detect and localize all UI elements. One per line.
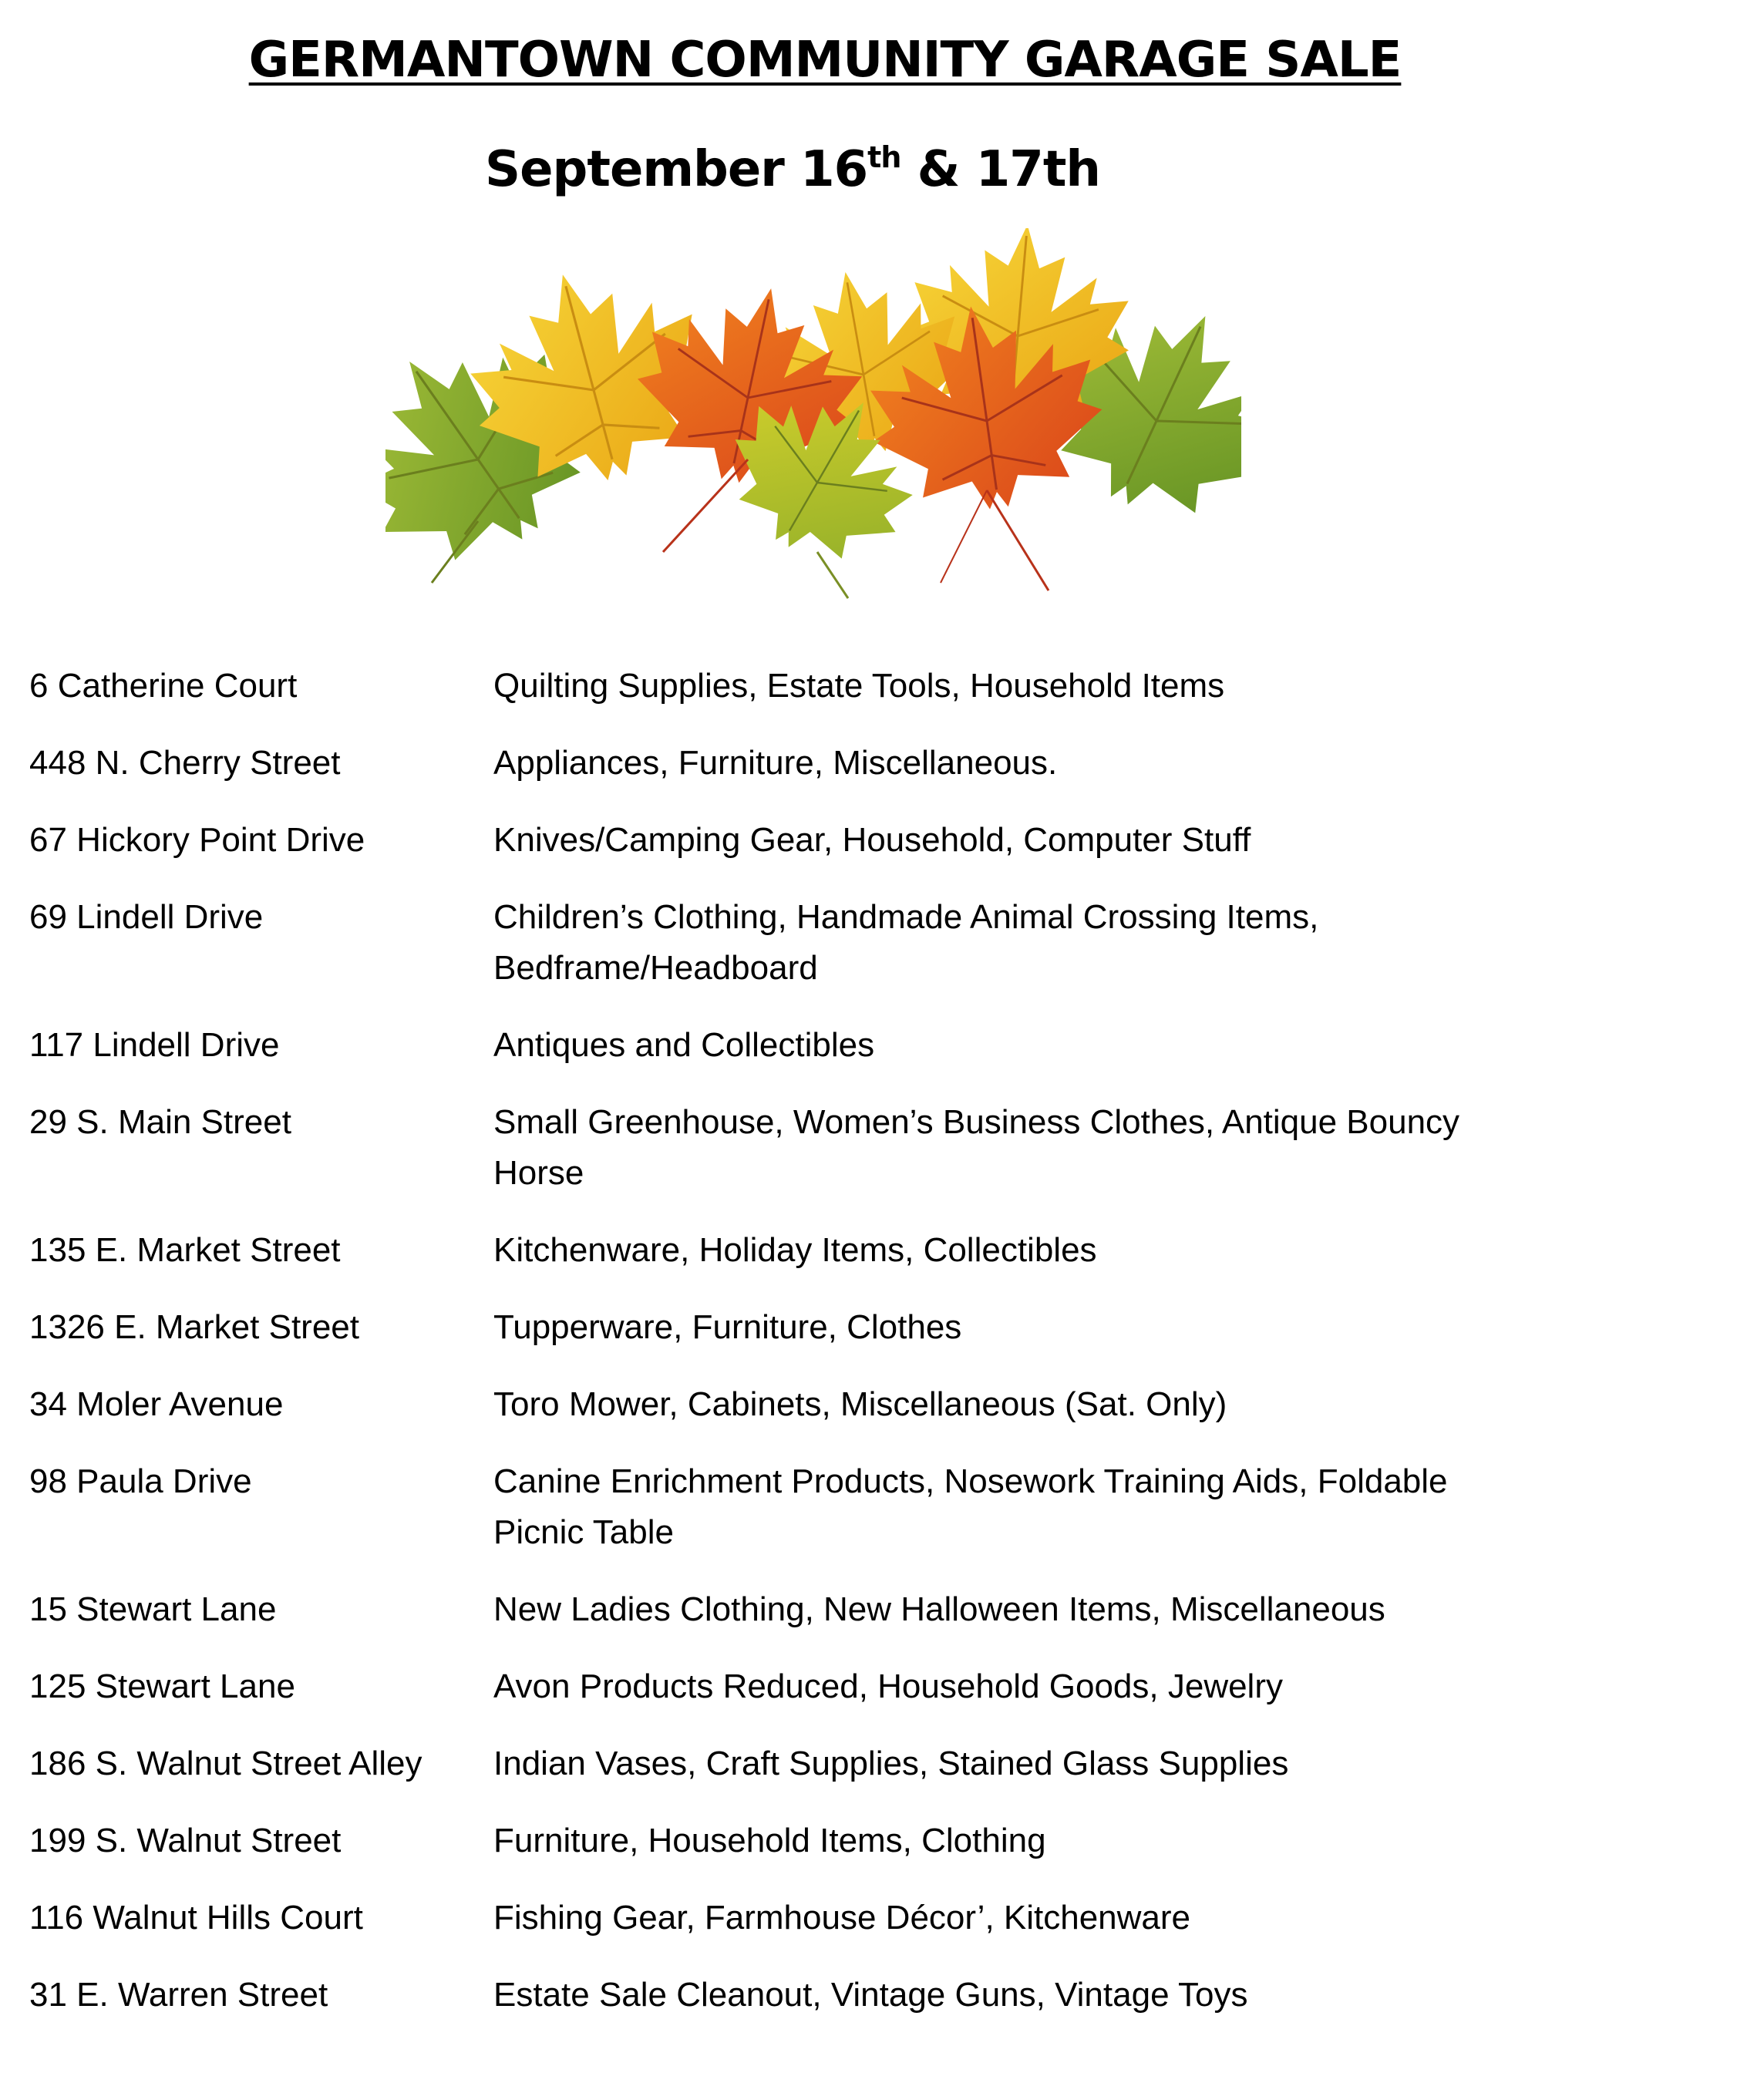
sale-row (0, 879, 1764, 1007)
sale-items: Tupperware, Furniture, Clothes (493, 1308, 962, 1346)
sale-row (0, 802, 1764, 879)
maple-leaves-icon (385, 228, 1241, 614)
sale-address: 6 Catherine Court (29, 667, 298, 705)
sale-address: 116 Walnut Hills Court (29, 1899, 363, 1937)
sale-row (0, 1725, 1764, 1802)
sale-row (0, 1802, 1764, 1879)
sale-address: 34 Moler Avenue (29, 1385, 284, 1423)
sale-items: Avon Products Reduced, Household Goods, Jewelry (493, 1667, 1283, 1705)
sale-items: Quilting Supplies, Estate Tools, Household Items (493, 667, 1225, 705)
sale-address: 15 Stewart Lane (29, 1590, 277, 1628)
sale-address: 67 Hickory Point Drive (29, 821, 365, 859)
sale-address: 199 S. Walnut Street (29, 1822, 342, 1859)
sale-items: Appliances, Furniture, Miscellaneous. (493, 744, 1058, 782)
sale-items: Small Greenhouse, Women’s Business Clothes, Antique Bouncy Horse (493, 1103, 1460, 1192)
sale-row (0, 1571, 1764, 1648)
sale-row (0, 1957, 1764, 2034)
sale-address: 186 S. Walnut Street Alley (29, 1745, 422, 1782)
page-title (0, 29, 1650, 91)
sale-items: Kitchenware, Holiday Items, Collectibles (493, 1231, 1097, 1269)
sale-listing (0, 648, 1764, 2034)
sale-row (0, 648, 1764, 725)
sale-row (0, 1084, 1764, 1212)
date-superscript: th (867, 140, 901, 174)
sale-dates (0, 137, 1585, 202)
sale-row (0, 1289, 1764, 1366)
sale-address: 98 Paula Drive (29, 1462, 252, 1500)
sale-items: New Ladies Clothing, New Halloween Items, Miscellaneous (493, 1590, 1385, 1628)
title-text: GERMANTOWN COMMUNITY GARAGE SALE (248, 32, 1402, 89)
sale-items: Indian Vases, Craft Supplies, Stained Glass Supplies (493, 1745, 1289, 1782)
sale-row (0, 1212, 1764, 1289)
sale-address: 117 Lindell Drive (29, 1026, 280, 1064)
sale-items: Fishing Gear, Farmhouse Décor’, Kitchenware (493, 1899, 1191, 1937)
sale-items: Knives/Camping Gear, Household, Computer Stuff (493, 821, 1251, 859)
sale-address: 448 N. Cherry Street (29, 744, 341, 782)
sale-row (0, 1007, 1764, 1084)
sale-items: Antiques and Collectibles (493, 1026, 875, 1064)
sale-items: Children’s Clothing, Handmade Animal Crossing Items, Bedframe/Headboard (493, 898, 1319, 987)
sale-address: 29 S. Main Street (29, 1103, 291, 1141)
sale-address: 135 E. Market Street (29, 1231, 341, 1269)
sale-address: 1326 E. Market Street (29, 1308, 359, 1346)
sale-items: Canine Enrichment Products, Nosework Training Aids, Foldable Picnic Table (493, 1462, 1448, 1551)
sale-row (0, 725, 1764, 802)
sale-row (0, 1648, 1764, 1725)
sale-items: Estate Sale Cleanout, Vintage Guns, Vintage Toys (493, 1976, 1248, 2014)
sale-row (0, 1366, 1764, 1443)
sale-row (0, 1879, 1764, 1957)
date-suffix: & 17th (901, 141, 1100, 198)
date-prefix: September 16 (485, 141, 868, 198)
sale-address: 31 E. Warren Street (29, 1976, 328, 2014)
sale-address: 125 Stewart Lane (29, 1667, 295, 1705)
sale-items: Toro Mower, Cabinets, Miscellaneous (Sat. Only) (493, 1385, 1227, 1423)
sale-items: Furniture, Household Items, Clothing (493, 1822, 1046, 1859)
sale-row (0, 1443, 1764, 1571)
sale-address: 69 Lindell Drive (29, 898, 264, 936)
